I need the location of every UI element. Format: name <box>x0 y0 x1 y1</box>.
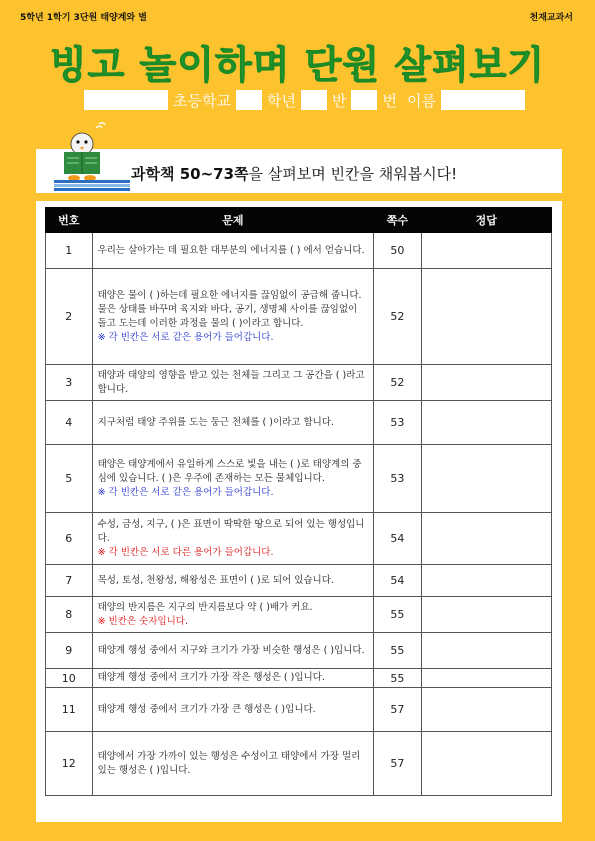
grade-label: 학년 <box>266 91 296 110</box>
row-question <box>92 669 374 688</box>
question-note: ※ 각 빈칸은 서로 다른 용어가 들어갑니다. <box>97 546 274 558</box>
row-question <box>92 269 374 365</box>
row-number: 2 <box>46 269 93 365</box>
row-question <box>92 732 374 796</box>
table-row <box>46 669 552 688</box>
answer-cell[interactable] <box>421 597 551 633</box>
row-page: 54 <box>374 513 422 565</box>
answer-cell[interactable] <box>421 633 551 669</box>
table-row <box>46 233 552 269</box>
instruction-pages: 과학책 50~73쪽 <box>131 165 249 183</box>
instruction-rest: 을 살펴보며 빈칸을 채워봅시다! <box>248 165 458 183</box>
name-label: 이름 <box>406 91 436 110</box>
answer-cell[interactable] <box>421 401 551 445</box>
school-label: 초등학교 <box>173 91 231 110</box>
question-text: 태양계 행성 중에서 크기가 가장 작은 행성은 ( )입니다. <box>97 672 325 683</box>
question-text: 태양계 행성 중에서 크기가 가장 큰 행성은 ( )입니다. <box>97 703 316 715</box>
school-input[interactable] <box>84 90 168 110</box>
row-page: 53 <box>374 401 422 445</box>
row-page: 50 <box>374 233 422 269</box>
col-question: 문제 <box>92 208 374 233</box>
row-page: 55 <box>374 597 422 633</box>
row-question <box>92 445 374 513</box>
answer-cell[interactable] <box>421 365 551 401</box>
row-page: 53 <box>374 445 422 513</box>
row-number: 8 <box>46 597 93 633</box>
student-info-row <box>84 90 525 110</box>
row-number: 12 <box>46 732 93 796</box>
name-input[interactable] <box>441 90 525 110</box>
answer-cell[interactable] <box>421 688 551 732</box>
number-label: 번 <box>382 91 397 110</box>
row-page: 57 <box>374 732 422 796</box>
question-text: 태양에서 가장 가까이 있는 행성은 수성이고 태양에서 가장 멀리 있는 행성은 ( )입니다. <box>97 750 361 776</box>
answer-cell[interactable] <box>421 669 551 688</box>
row-number: 11 <box>46 688 93 732</box>
table-row <box>46 732 552 796</box>
table-row <box>46 445 552 513</box>
row-page: 57 <box>374 688 422 732</box>
row-number: 5 <box>46 445 93 513</box>
table-row <box>46 633 552 669</box>
table-row <box>46 688 552 732</box>
question-text: 우리는 살아가는 데 필요한 대부분의 에너지를 ( ) 에서 얻습니다. <box>97 244 365 256</box>
question-text: 태양과 태양의 영향을 받고 있는 천체들 그리고 그 공간을 ( )라고 합니다. <box>97 369 365 395</box>
row-number: 6 <box>46 513 93 565</box>
row-question <box>92 233 374 269</box>
worksheet-table-container <box>36 201 562 822</box>
row-question <box>92 565 374 597</box>
row-number: 1 <box>46 233 93 269</box>
row-page: 55 <box>374 633 422 669</box>
row-page: 52 <box>374 365 422 401</box>
answer-cell[interactable] <box>421 732 551 796</box>
question-text: 태양의 반지름은 지구의 반지름보다 약 ( )배가 커요. <box>97 601 313 613</box>
question-note: ※ 각 빈칸은 서로 같은 용어가 들어갑니다. <box>97 486 274 498</box>
row-number: 9 <box>46 633 93 669</box>
row-number: 3 <box>46 365 93 401</box>
answer-cell[interactable] <box>421 233 551 269</box>
col-page: 쪽수 <box>374 208 422 233</box>
row-number: 10 <box>46 669 93 688</box>
row-page: 52 <box>374 269 422 365</box>
page-title: 빙고 놀이하며 단원 살펴보기 <box>49 43 546 87</box>
class-input[interactable] <box>301 90 327 110</box>
number-input[interactable] <box>351 90 377 110</box>
row-question <box>92 633 374 669</box>
answer-cell[interactable] <box>421 513 551 565</box>
row-question <box>92 688 374 732</box>
col-answer: 정답 <box>421 208 551 233</box>
instruction-text <box>131 163 457 184</box>
table-header-row <box>46 208 552 233</box>
row-page: 55 <box>374 669 422 688</box>
table-row <box>46 269 552 365</box>
class-label: 반 <box>331 91 347 110</box>
row-number: 4 <box>46 401 93 445</box>
table-row <box>46 401 552 445</box>
unit-label: 5학년 1학기 3단원 태양계와 별 <box>20 13 147 23</box>
worksheet-table <box>45 207 552 796</box>
question-text: 태양계 행성 중에서 지구와 크기가 가장 비슷한 행성은 ( )입니다. <box>97 644 365 656</box>
question-text: 태양은 물이 ( )하는데 필요한 에너지를 끊임없이 공급해 줍니다. 물은 상태를 바꾸며 육지와 바다, 공기, 생명체 사이를 끊임없이 돌고 도는데 이러한 과정을 물의 ( )이라고 합니다. <box>97 289 362 329</box>
question-note: ※ 빈칸은 숫자입니다. <box>97 615 188 627</box>
row-number: 7 <box>46 565 93 597</box>
answer-cell[interactable] <box>421 445 551 513</box>
row-question <box>92 365 374 401</box>
question-text: 태양은 태양계에서 유일하게 스스로 빛을 내는 ( )로 태양계의 중심에 있습니다. ( )은 우주에 존재하는 모든 물체입니다. <box>97 458 362 484</box>
question-text: 지구처럼 태양 주위를 도는 둥근 천체를 ( )이라고 합니다. <box>97 416 335 428</box>
answer-cell[interactable] <box>421 565 551 597</box>
reading-penguin-icon <box>52 122 132 192</box>
row-page: 54 <box>374 565 422 597</box>
table-row <box>46 597 552 633</box>
row-question <box>92 401 374 445</box>
publisher-label: 천재교과서 <box>529 13 573 23</box>
row-question <box>92 597 374 633</box>
table-row <box>46 365 552 401</box>
question-text: 목성, 토성, 천왕성, 해왕성은 표면이 ( )로 되어 있습니다. <box>97 574 334 586</box>
question-note: ※ 각 빈칸은 서로 같은 용어가 들어갑니다. <box>97 331 274 343</box>
col-number: 번호 <box>46 208 93 233</box>
table-row <box>46 565 552 597</box>
answer-cell[interactable] <box>421 269 551 365</box>
row-question <box>92 513 374 565</box>
table-row <box>46 513 552 565</box>
grade-input[interactable] <box>236 90 262 110</box>
question-text: 수성, 금성, 지구, ( )은 표면이 딱딱한 땅으로 되어 있는 행성입니다. <box>97 518 365 544</box>
